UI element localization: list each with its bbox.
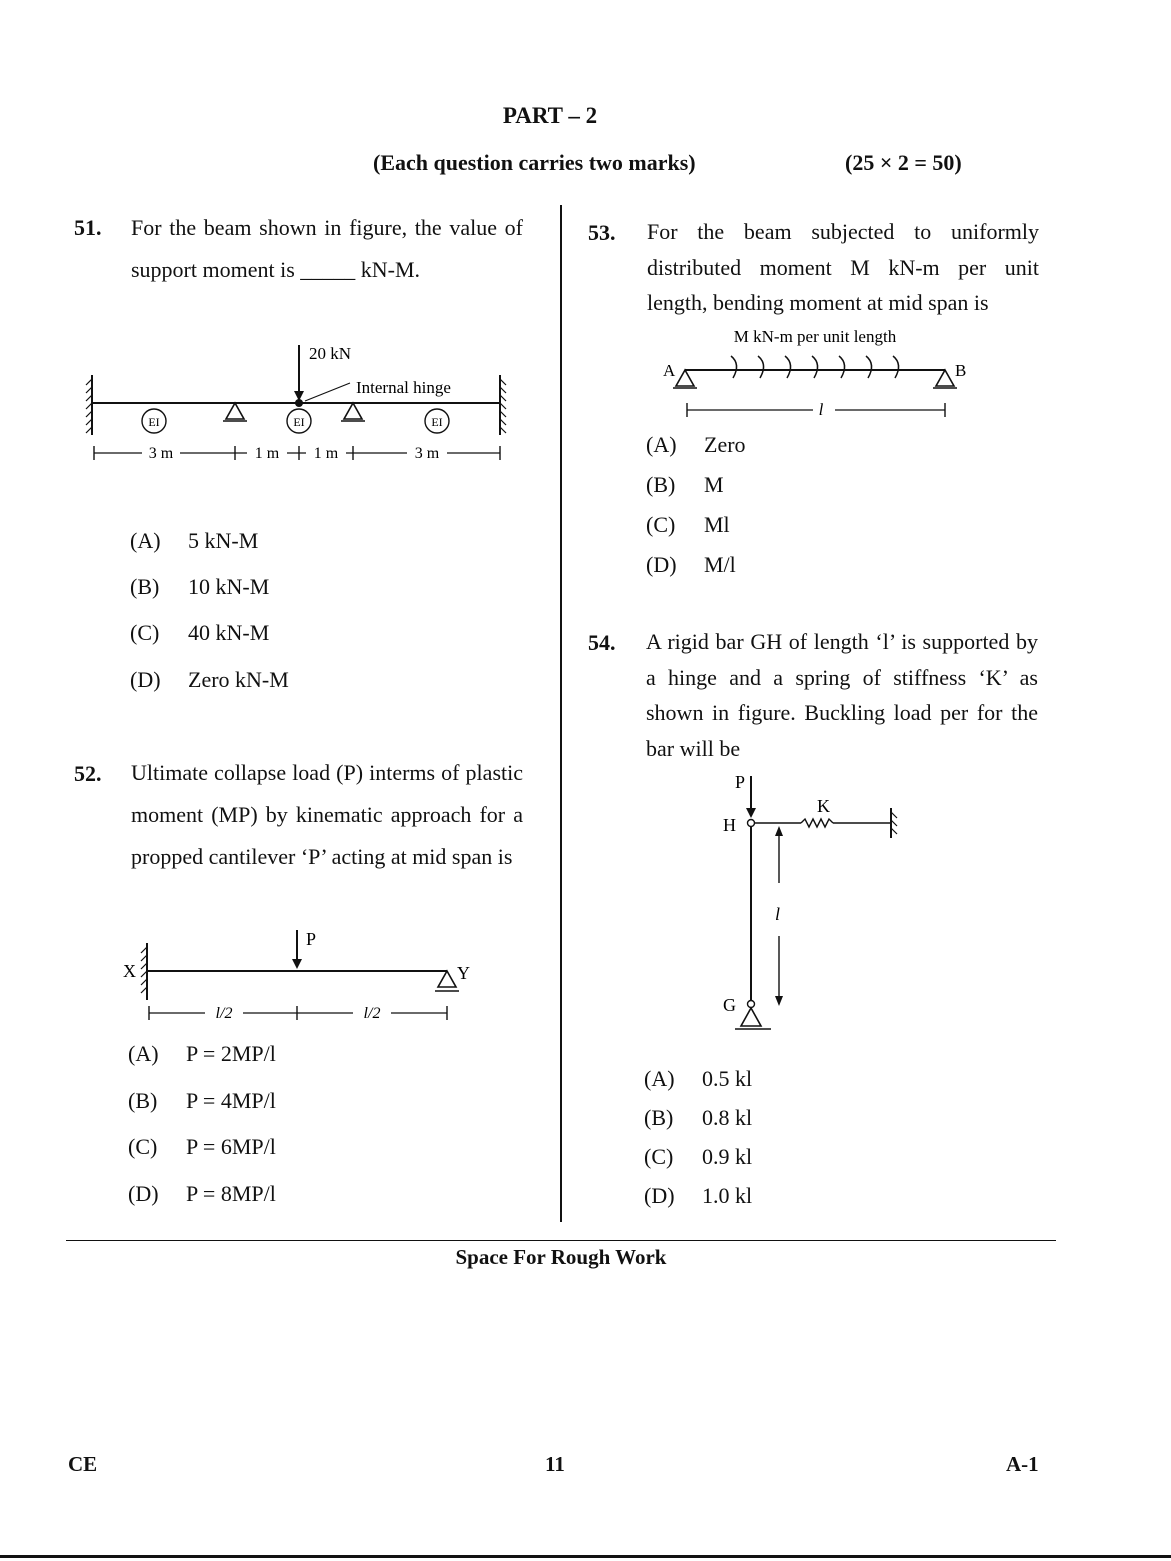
option-text: 0.8 kl (702, 1105, 753, 1130)
q53-moment-arcs (731, 356, 899, 378)
footer-subject-code: CE (68, 1452, 98, 1476)
option-label: (A) (644, 1066, 675, 1091)
q52-right-label: Y (457, 963, 470, 983)
q52-text: Ultimate collapse load (P) interms of plastic moment (MP) by kinematic approach for a propped cantilever ‘P’ acting at mid span is (131, 760, 523, 869)
option-text: 1.0 kl (702, 1183, 753, 1208)
rough-work-divider (66, 1240, 1056, 1241)
q51-option-c[interactable] (130, 620, 269, 646)
option-label: (C) (646, 512, 676, 537)
q53-figure (655, 322, 975, 422)
q53-left-label: A (663, 361, 676, 380)
q51-load-label: 20 kN (309, 344, 352, 363)
q51-ei-label-3: EI (431, 415, 443, 429)
bottom-rule (0, 1555, 1171, 1558)
option-label: (D) (646, 552, 677, 577)
q54-option-b[interactable] (644, 1105, 752, 1131)
option-label: (A) (130, 528, 161, 553)
option-label: (D) (130, 667, 161, 692)
option-text: P = 4MP/l (186, 1088, 276, 1113)
option-label: (A) (646, 432, 677, 457)
q51-support-right (344, 403, 362, 419)
q51-ei-label-2: EI (293, 415, 305, 429)
option-text: 40 kN-M (188, 620, 270, 645)
option-label: (B) (646, 472, 676, 497)
q51-text: For the beam shown in figure, the value of support moment is _____ kN-M. (131, 215, 523, 282)
q54-bottom-label: G (723, 995, 736, 1015)
q54-number: 54. (588, 630, 616, 655)
q52-roller-support (438, 971, 456, 987)
q53-option-d[interactable] (646, 552, 736, 578)
q51-figure (80, 335, 520, 475)
q54-spring (801, 819, 833, 827)
q54-option-d[interactable] (644, 1183, 752, 1209)
option-text: 0.5 kl (702, 1066, 753, 1091)
q51-hinge-label: Internal hinge (356, 378, 451, 397)
option-text: P = 2MP/l (186, 1041, 276, 1066)
column-divider (560, 205, 562, 1222)
option-label: (D) (128, 1181, 159, 1206)
q54-option-c[interactable] (644, 1144, 752, 1170)
q51-dim-2: 1 m (254, 445, 280, 462)
option-label: (B) (130, 574, 160, 599)
q54-spring-label: K (817, 796, 830, 816)
rough-work-label: Space For Rough Work (455, 1245, 667, 1269)
q54-top-label: H (723, 815, 736, 835)
option-label: (B) (644, 1105, 674, 1130)
option-label: (C) (128, 1134, 158, 1159)
q54-joint-h (748, 820, 755, 827)
q52-left-label: X (123, 961, 136, 981)
q51-option-b[interactable] (130, 574, 269, 600)
q51-option-d[interactable] (130, 667, 289, 693)
q52-number: 52. (74, 761, 102, 786)
q53-moment-label: M kN-m per unit length (733, 327, 897, 346)
option-text: P = 6MP/l (186, 1134, 276, 1159)
q53-span-label: l (818, 400, 824, 419)
option-text: M/l (704, 552, 736, 577)
q54-load-arrowhead (746, 808, 756, 818)
option-text: P = 8MP/l (186, 1181, 276, 1206)
option-text: Zero kN-M (188, 667, 289, 692)
q51-number: 51. (74, 215, 102, 240)
q51-ei-label-1: EI (148, 415, 160, 429)
option-label: (C) (644, 1144, 674, 1169)
q54-option-a[interactable] (644, 1066, 752, 1092)
footer-page-number: 11 (545, 1452, 565, 1476)
q52-dim-right: l/2 (363, 1005, 381, 1022)
footer-series-code: A-1 (1006, 1452, 1039, 1476)
marks-count: (25 × 2 = 50) (845, 150, 962, 175)
option-label: (C) (130, 620, 160, 645)
q51-support-left (226, 403, 244, 419)
option-text: M (704, 472, 724, 497)
q54-text: A rigid bar GH of length ‘l’ is supported by a hinge and a spring of stiffness ‘K’ as shown in figure. Buckling load per for the bar will be (646, 629, 1038, 761)
q54-load-label: P (735, 772, 746, 792)
q54-hinge-support (741, 1008, 761, 1026)
q54-length-label: l (775, 904, 781, 924)
option-label: (A) (128, 1041, 159, 1066)
option-text: 0.9 kl (702, 1144, 753, 1169)
q53-option-a[interactable] (646, 432, 746, 458)
option-text: 10 kN-M (188, 574, 270, 599)
q51-dim-1: 3 m (148, 445, 174, 462)
q51-dim-4: 3 m (414, 445, 440, 462)
q52-option-a[interactable] (128, 1041, 276, 1067)
option-text: 5 kN-M (188, 528, 259, 553)
part-title: PART – 2 (502, 103, 598, 128)
q52-dim-left: l/2 (215, 1005, 233, 1022)
q53-number: 53. (588, 220, 616, 245)
q53-right-label: B (955, 361, 967, 380)
marks-note: (Each question carries two marks) (373, 150, 696, 175)
q52-figure (115, 925, 485, 1030)
q51-option-a[interactable] (130, 528, 258, 554)
q54-length-arrowhead-down (775, 996, 783, 1006)
q52-load-arrowhead (292, 959, 302, 969)
q54-length-arrowhead-up (775, 826, 783, 836)
q51-load-arrowhead (294, 391, 304, 401)
option-label: (B) (128, 1088, 158, 1113)
option-text: Ml (704, 512, 730, 537)
q52-option-d[interactable] (128, 1181, 276, 1207)
option-text: Zero (704, 432, 746, 457)
q54-figure (715, 768, 915, 1043)
q52-option-c[interactable] (128, 1134, 276, 1160)
q51-dim-3: 1 m (313, 445, 339, 462)
q53-roller-support (936, 370, 954, 386)
q52-option-b[interactable] (128, 1088, 276, 1114)
q53-option-c[interactable] (646, 512, 730, 538)
q53-text: For the beam subjected to uniformly distributed moment M kN-m per unit length, bending moment at mid span is (647, 219, 1039, 315)
q52-load-label: P (306, 929, 317, 949)
q51-hinge-pointer (305, 383, 350, 401)
q53-option-b[interactable] (646, 472, 724, 498)
q53-hinge-support (676, 370, 694, 386)
option-label: (D) (644, 1183, 675, 1208)
